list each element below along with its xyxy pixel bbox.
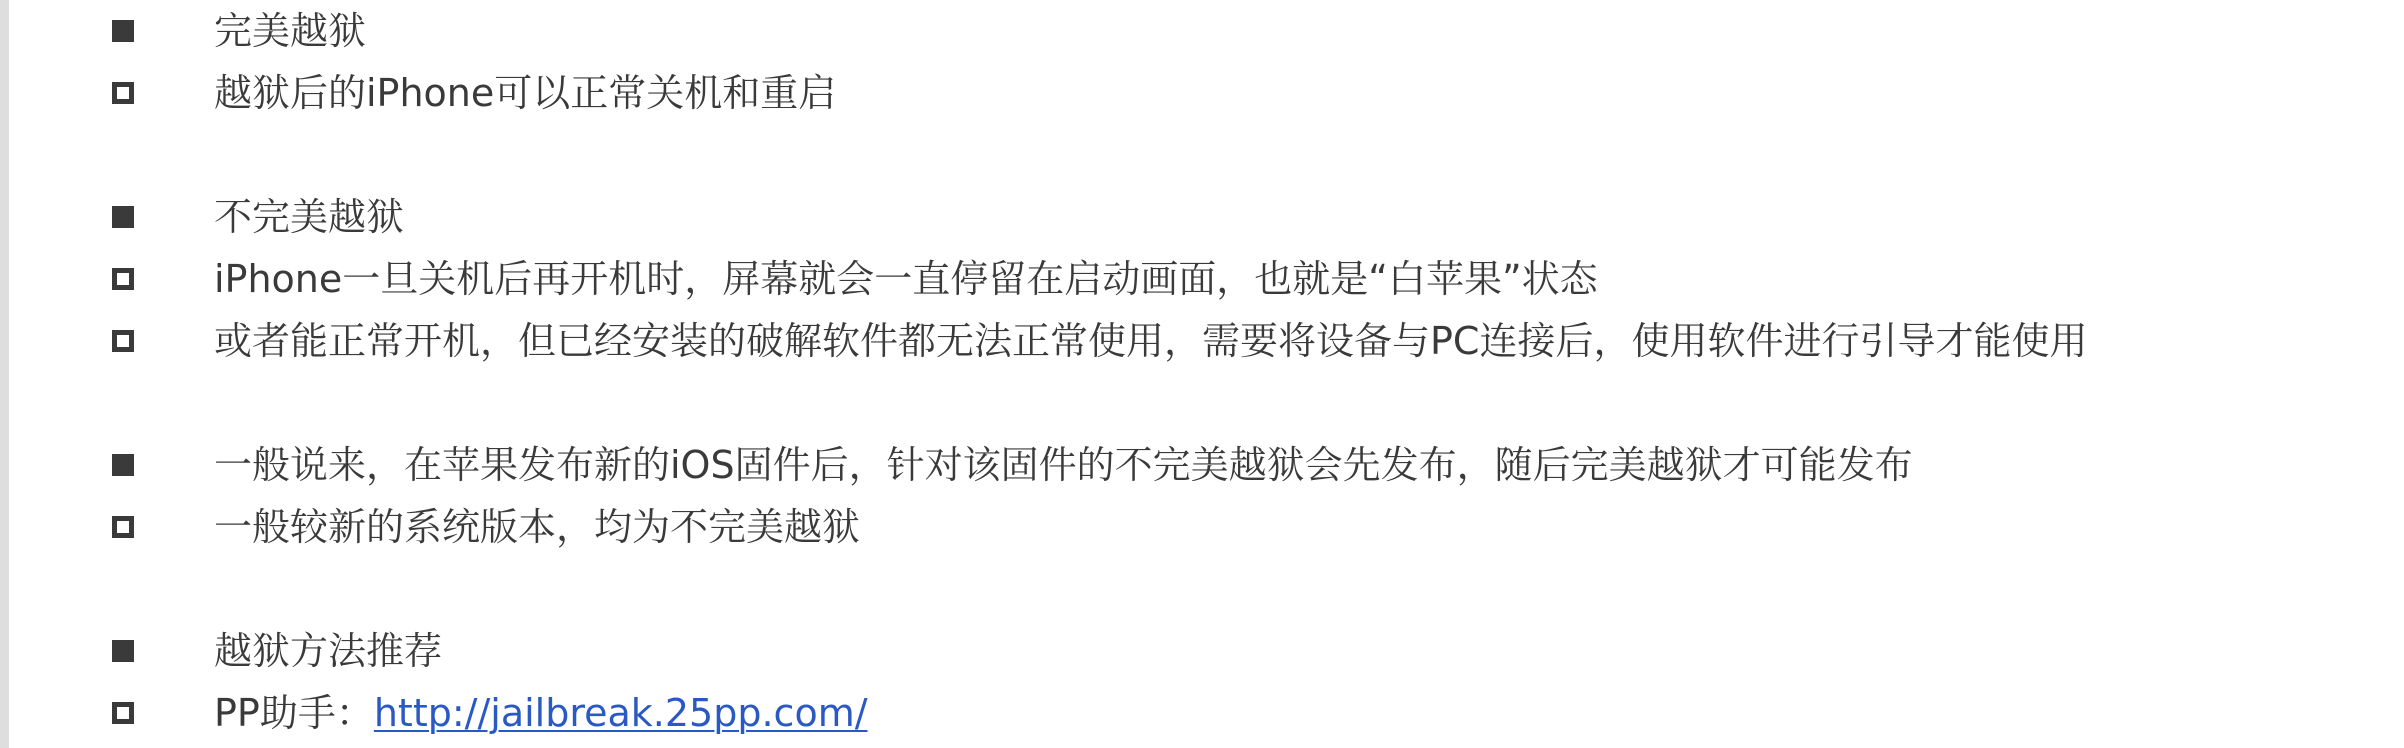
hollow-square-bullet-icon — [92, 496, 154, 558]
hollow-square-bullet-icon — [92, 682, 154, 744]
link-prefix-text: PP助手： — [214, 691, 374, 735]
list-item — [92, 248, 1598, 310]
section-heading — [92, 620, 442, 682]
hollow-square-bullet-icon — [92, 248, 154, 310]
hollow-square-bullet-icon — [92, 310, 154, 372]
filled-square-bullet-icon — [92, 186, 154, 248]
list-item-text: 一般较新的系统版本，均为不完美越狱 — [214, 505, 861, 549]
list-item — [92, 310, 2087, 372]
hollow-square-bullet-icon — [92, 62, 154, 124]
filled-square-bullet-icon — [92, 434, 154, 496]
section-heading-text: 完美越狱 — [214, 9, 367, 53]
section-heading-text: 不完美越狱 — [214, 195, 405, 239]
list-item-text: iPhone一旦关机后再开机时，屏幕就会一直停留在启动画面，也就是“白苹果”状态 — [214, 257, 1598, 301]
filled-square-bullet-icon — [92, 620, 154, 682]
list-item — [92, 682, 868, 744]
list-item-text: 或者能正常开机，但已经安装的破解软件都无法正常使用，需要将设备与PC连接后，使用软件进行引导才能使用 — [214, 319, 2088, 363]
section-heading-text: 一般说来，在苹果发布新的iOS固件后，针对该固件的不完美越狱会先发布，随后完美越狱才可能发布 — [214, 443, 1913, 487]
list-item — [92, 496, 860, 558]
section-heading-text: 越狱方法推荐 — [214, 629, 443, 673]
list-item-text: 越狱后的iPhone可以正常关机和重启 — [214, 71, 837, 115]
section-heading — [92, 0, 366, 62]
section-heading — [92, 434, 1913, 496]
list-item — [92, 62, 836, 124]
jailbreak-link[interactable]: http://jailbreak.25pp.com/ — [373, 691, 868, 735]
filled-square-bullet-icon — [92, 0, 154, 62]
section-heading — [92, 186, 404, 248]
